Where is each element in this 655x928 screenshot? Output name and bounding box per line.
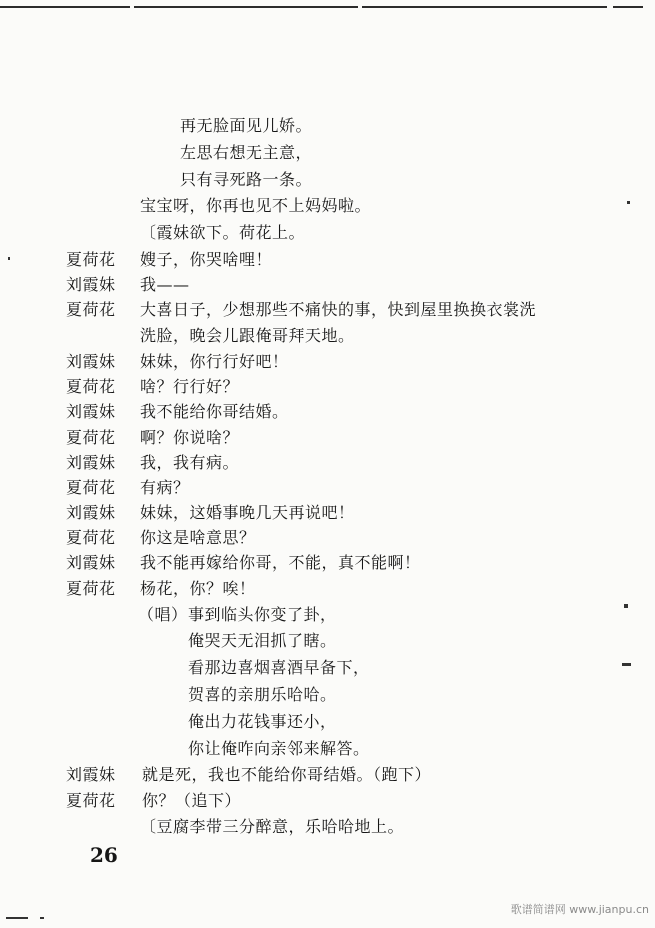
verse-line-3: 只有寻死路一条。 (180, 170, 313, 189)
continuation-line: 宝宝呀，你再也见不上妈妈啦。 (140, 196, 372, 215)
song-line: 看那边喜烟喜酒早备下， (188, 658, 370, 677)
stage-direction: 〔豆腐李带三分醉意，乐哈哈地上。 (140, 817, 405, 836)
speech-line: 我不能给你哥结婚。 (140, 402, 289, 421)
sing-marker: （唱） (138, 605, 188, 624)
speech-line: 啊？你说啥？ (140, 428, 240, 447)
speech-line: 我不能再嫁给你哥，不能，真不能啊！ (140, 553, 421, 572)
speaker-name: 夏荷花 (66, 478, 116, 497)
speech-line: 杨花，你？唉！ (140, 579, 256, 598)
speech-line: 有病？ (140, 478, 190, 497)
song-line: 你让俺咋向亲邻来解答。 (188, 739, 370, 758)
speaker-name: 刘霞妹 (66, 352, 116, 371)
speaker-name: 夏荷花 (66, 791, 116, 810)
speech-line: 妹妹，这婚事晚几天再说吧！ (140, 503, 355, 522)
song-line: 贺喜的亲朋乐哈哈。 (188, 685, 337, 704)
scan-speck (627, 201, 630, 204)
scan-speck (622, 663, 631, 666)
speaker-name: 夏荷花 (66, 528, 116, 547)
speech-line-continued: 洗脸，晚会儿跟俺哥拜天地。 (140, 326, 355, 345)
speech-line: 大喜日子，少想那些不痛快的事，快到屋里换换衣裳洗 (140, 300, 537, 319)
scan-speck (624, 604, 628, 608)
speaker-name: 刘霞妹 (66, 453, 116, 472)
speech-line: 啥？行行好？ (140, 377, 240, 396)
speaker-name: 刘霞妹 (66, 503, 116, 522)
speaker-name: 刘霞妹 (66, 765, 116, 784)
verse-line-2: 左思右想无主意， (180, 143, 313, 162)
speaker-name: 夏荷花 (66, 428, 116, 447)
scan-speck (40, 917, 44, 919)
top-rule-2 (134, 6, 358, 8)
top-rule-1 (0, 6, 130, 8)
speaker-name: 刘霞妹 (66, 275, 116, 294)
speech-line: 我，我有病。 (140, 453, 240, 472)
speaker-name: 夏荷花 (66, 250, 116, 269)
speaker-name: 刘霞妹 (66, 553, 116, 572)
song-line: 俺出力花钱事还小， (188, 712, 337, 731)
page-number: 26 (90, 843, 118, 867)
speaker-name: 夏荷花 (66, 377, 116, 396)
speech-line: 我—— (140, 275, 190, 294)
speech-line: 你这是啥意思？ (140, 528, 256, 547)
scan-speck (6, 917, 28, 919)
song-line: 事到临头你变了卦， (188, 605, 337, 624)
stage-direction: 〔霞妹欲下。荷花上。 (140, 223, 306, 242)
speech-line: 嫂子，你哭啥哩！ (140, 250, 273, 269)
top-rule-4 (613, 6, 643, 8)
verse-line-1: 再无脸面见儿娇。 (180, 116, 313, 135)
song-line: 俺哭天无泪抓了瞎。 (188, 631, 337, 650)
speech-line: 你？（追下） (142, 791, 242, 810)
speech-line: 就是死，我也不能给你哥结婚。（跑下） (142, 765, 432, 784)
speaker-name: 刘霞妹 (66, 402, 116, 421)
speaker-name: 夏荷花 (66, 579, 116, 598)
top-rule-3 (362, 6, 607, 8)
speaker-name: 夏荷花 (66, 300, 116, 319)
scan-speck (8, 257, 10, 260)
site-watermark: 歌谱简谱网 www.jianpu.cn (510, 903, 649, 916)
speech-line: 妹妹，你行行好吧！ (140, 352, 289, 371)
